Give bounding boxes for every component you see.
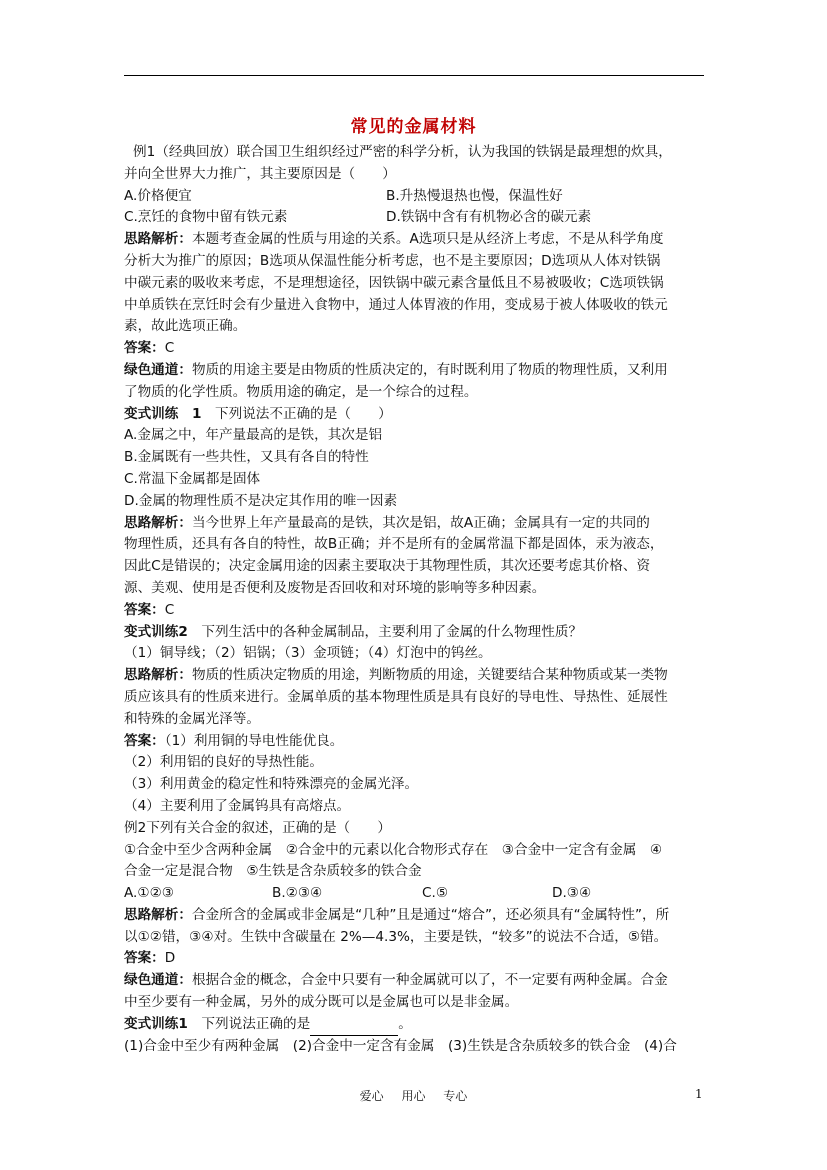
answer-label: 答案： — [124, 732, 165, 749]
var2-analysis-line2: 质应该具有的性质来进行。金属单质的基本物理性质是具有良好的导电性、导热性、延展性 — [124, 688, 668, 705]
ex1-analysis-line4: 中单质铁在烹饪时会有少量进入食物中，通过人体胃液的作用，变成易于被人体吸收的铁元 — [124, 296, 668, 313]
ex2-option-a: A.①②③ — [124, 885, 174, 902]
ex2-option-b: B.②③④ — [272, 885, 323, 902]
var1-option-b: B.金属既有一些共性，又具有各自的特性 — [124, 449, 369, 466]
answer-blank — [310, 1021, 398, 1036]
var3-question-end: 。 — [398, 1015, 412, 1032]
var2-label: 变式训练2 — [124, 623, 188, 640]
ex2-statements-line2: 合金一定是混合物 ⑤生铁是含杂质较多的铁合金 — [124, 863, 422, 880]
var1-option-c: C.常温下金属都是固体 — [124, 470, 261, 487]
green-label: 绿色通道： — [124, 972, 192, 989]
ex2-option-c: C.⑤ — [422, 885, 448, 902]
analysis-label: 思路解析： — [124, 667, 192, 684]
ex1-options-row2 — [124, 207, 706, 229]
var3-label: 变式训练1 — [124, 1015, 188, 1032]
var2-question — [124, 622, 706, 644]
var2-answer-line2: （2）利用铝的良好的导热性能。 — [124, 754, 323, 771]
ex1-option-d: D.铁锅中含有有机物必含的碳元素 — [386, 209, 592, 226]
answer-label: 答案： — [124, 340, 165, 357]
answer-value: C — [164, 601, 175, 618]
analysis-text: 合金所含的金属或非金属是“几种”且是通过“熔合”，还必须具有“金属特性”，所 — [191, 906, 670, 923]
document-body — [124, 142, 706, 1057]
green-text: 根据合金的概念，合金中只要有一种金属就可以了，不一定要有两种金属。合金 — [191, 972, 668, 989]
answer-label: 答案： — [124, 950, 165, 967]
ex1-options-row1 — [124, 186, 706, 208]
green-label: 绿色通道： — [124, 361, 192, 378]
ex1-answer — [124, 338, 706, 360]
var1-question-text: 下列说法不正确的是（ ） — [201, 405, 392, 422]
ex2-analysis-line1 — [124, 905, 706, 927]
ex1-question-line1: 例1（经典回放）联合国卫生组织经过严密的科学分析，认为我国的铁锅是最理想的炊具， — [133, 144, 672, 160]
ex1-option-b: B.升热慢退热也慢，保温性好 — [386, 187, 563, 204]
ex2-analysis-line2: 以①②错，③④对。生铁中含碳量在 2%—4.3%，主要是铁，“较多”的说法不合适，⑤错。 — [124, 928, 668, 945]
answer-label: 答案： — [124, 601, 165, 618]
var1-answer — [124, 600, 706, 622]
var1-analysis-line4: 源、美观、使用是否便利及废物是否回收和对环境的影响等多种因素。 — [124, 579, 546, 596]
analysis-label: 思路解析： — [124, 231, 192, 248]
var2-answer-line1 — [124, 731, 706, 753]
var2-answer-line4: （4）主要利用了金属钨具有高熔点。 — [124, 797, 351, 814]
ex1-analysis-line2: 分析大为推广的原因；B选项从保温性能分析考虑，也不是主要原因；D选项从人体对铁锅 — [124, 252, 661, 269]
ex2-green-line1 — [124, 970, 706, 992]
answer-text: （1）利用铜的导电性能优良。 — [164, 732, 344, 749]
ex2-answer — [124, 948, 706, 970]
var2-analysis-line1 — [124, 665, 706, 687]
page-title: 常见的金属材料 — [350, 117, 477, 137]
answer-value: D — [164, 950, 176, 967]
var1-analysis-line2: 物理性质，还具有各自的特性，故B正确；并不是所有的金属常温下都是固体，汞为液态， — [124, 536, 664, 553]
footer-slogan: 爱心 用心 专心 — [359, 1089, 468, 1103]
var1-option-a: A.金属之中，年产量最高的是铁，其次是铝 — [124, 427, 383, 444]
green-text: 物质的用途主要是由物质的性质决定的，有时既利用了物质的物理性质，又利用 — [191, 361, 668, 378]
var3-statements: (1)合金中至少有两种金属 (2)合金中一定含有金属 (3)生铁是含杂质较多的铁合金 (4)合 — [124, 1037, 677, 1054]
ex2-question: 例2下列有关合金的叙述，正确的是（ ） — [124, 819, 391, 836]
analysis-text: 当今世界上年产量最高的是铁，其次是铝，故A正确；金属具有一定的共同的 — [191, 514, 650, 531]
ex1-analysis-line1 — [124, 229, 706, 251]
var2-items: （1）铜导线；（2）铝锅；（3）金项链；（4）灯泡中的钨丝。 — [124, 645, 492, 662]
ex1-green-line1 — [124, 360, 706, 382]
ex2-green-line2: 中至少要有一种金属，另外的成分既可以是金属也可以是非金属。 — [124, 994, 519, 1011]
var2-analysis-line3: 和特殊的金属光泽等。 — [124, 710, 260, 727]
var2-answer-line3: （3）利用黄金的稳定性和特殊漂亮的金属光泽。 — [124, 776, 419, 793]
var2-question-text: 下列生活中的各种金属制品，主要利用了金属的什么物理性质？ — [187, 623, 583, 640]
var1-question — [124, 404, 706, 426]
analysis-text: 物质的性质决定物质的用途，判断物质的用途，关键要结合某种物质或某一类物 — [191, 667, 668, 684]
var1-option-d: D.金属的物理性质不是决定其作用的唯一因素 — [124, 492, 398, 509]
page-number: 1 — [695, 1087, 703, 1101]
ex2-options-row — [124, 883, 706, 905]
var3-question — [124, 1014, 706, 1036]
ex1-analysis-line3: 中碳元素的吸收来考虑，不是理想途径，因铁锅中碳元素含量低且不易被吸收；C选项铁锅 — [124, 274, 664, 291]
var1-analysis-line3: 因此C是错误的；决定金属用途的因素主要取决于其物理性质，其次还要考虑其价格、资 — [124, 558, 651, 575]
ex2-statements-line1: ①合金中至少含两种金属 ②合金中的元素以化合物形式存在 ③合金中一定含有金属 ④ — [124, 841, 663, 858]
ex1-question-line2: 并向全世界大力推广，其主要原因是（ ） — [124, 165, 396, 182]
var1-analysis-line1 — [124, 513, 706, 535]
var1-label: 变式训练 1 — [124, 405, 202, 422]
analysis-label: 思路解析： — [124, 514, 192, 531]
analysis-label: 思路解析： — [124, 906, 192, 923]
ex1-analysis-line5: 素，故此选项正确。 — [124, 318, 247, 335]
answer-value: C — [164, 340, 175, 357]
analysis-text: 本题考查金属的性质与用途的关系。A选项只是从经济上考虑，不是从科学角度 — [191, 231, 664, 248]
ex2-option-d: D.③④ — [552, 885, 592, 902]
ex1-option-c: C.烹饪的食物中留有铁元素 — [124, 209, 288, 226]
var3-question-text: 下列说法正确的是 — [187, 1015, 311, 1032]
ex1-option-a: A.价格便宜 — [124, 187, 192, 204]
header-rule — [124, 75, 704, 76]
ex1-green-line2: 了物质的化学性质。物质用途的确定，是一个综合的过程。 — [124, 383, 478, 400]
